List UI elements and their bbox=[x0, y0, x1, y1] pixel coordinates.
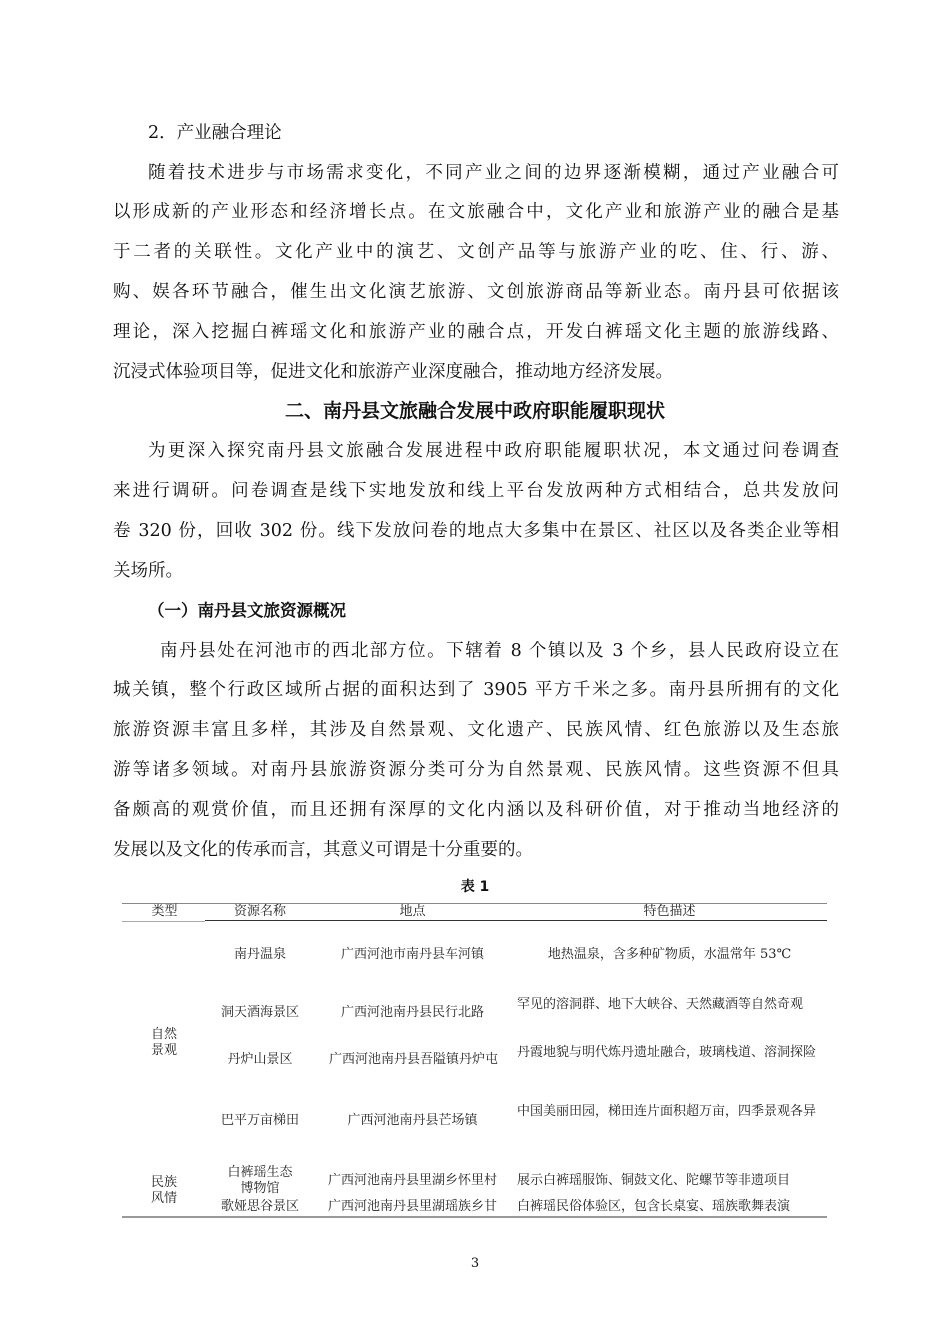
cell-location: 广西河池市南丹县车河镇 bbox=[340, 947, 484, 962]
table-caption: 表 1 bbox=[460, 879, 490, 895]
cell-location: 广西河池南丹县芒场镇 bbox=[347, 1113, 478, 1128]
paragraph-line: 备颇高的观赏价值，而且还拥有深厚的文化内涵以及科研价值，对于推动当地经济的 bbox=[113, 800, 839, 820]
column-header-name: 资源名称 bbox=[233, 904, 286, 919]
cell-location: 广西河池南丹县吾隘镇丹炉屯 bbox=[328, 1052, 498, 1067]
table-header-rule-left bbox=[122, 921, 205, 922]
paragraph-line: 旅游资源丰富且多样，其涉及自然景观、文化遗产、民族风情、红色旅游以及生态旅 bbox=[113, 720, 839, 740]
paragraph-line: 为更深入探究南丹县文旅融合发展进程中政府职能履职状况，本文通过问卷调查 bbox=[148, 441, 839, 461]
subsection-heading-resources: （一）南丹县文旅资源概况 bbox=[148, 601, 346, 620]
cell-name: 丹炉山景区 bbox=[227, 1052, 293, 1067]
cell-description: 丹霞地貌与明代炼丹遗址融合，玻璃栈道、溶洞探险 bbox=[517, 1045, 817, 1060]
cell-location: 广西河池南丹县里湖乡怀里村 bbox=[327, 1173, 497, 1188]
subsection-heading-industry-fusion: 2．产业融合理论 bbox=[148, 123, 282, 143]
cell-name: 洞天酒海景区 bbox=[220, 1005, 299, 1020]
cell-description: 展示白裤瑶服饰、铜鼓文化、陀螺节等非遗项目 bbox=[517, 1173, 791, 1188]
cell-name-line: 白裤瑶生态 bbox=[227, 1165, 293, 1180]
column-header-description: 特色描述 bbox=[643, 904, 696, 919]
column-header-location: 地点 bbox=[399, 904, 426, 919]
cell-description: 罕见的溶洞群、地下大峡谷、天然藏酒等自然奇观 bbox=[517, 997, 804, 1012]
paragraph-line: 游等诸多领域。对南丹县旅游资源分类可分为自然景观、民族风情。这些资源不但具 bbox=[113, 760, 839, 780]
table-bottom-rule bbox=[122, 1216, 827, 1218]
cell-name-line: 博物馆 bbox=[240, 1181, 280, 1196]
cell-description: 地热温泉，含多种矿物质，水温常年 53℃ bbox=[547, 947, 792, 962]
type-cell-ethnic bbox=[151, 1175, 177, 1207]
cell-name bbox=[205, 1165, 315, 1197]
paragraph-line: 卷 320 份，回收 302 份。线下发放问卷的地点大多集中在景区、社区以及各类企业等相 bbox=[113, 521, 839, 541]
paragraph-line: 随着技术进步与市场需求变化，不同产业之间的边界逐渐模糊，通过产业融合可 bbox=[148, 163, 839, 183]
paragraph-line: 来进行调研。问卷调查是线下实地发放和线上平台发放两种方式相结合，总共发放问 bbox=[113, 481, 839, 501]
paragraph-line: 南丹县处在河池市的西北部方位。下辖着 8 个镇以及 3 个乡，县人民政府设立在 bbox=[160, 641, 839, 661]
cell-name: 歌娅思谷景区 bbox=[220, 1199, 299, 1214]
type-cell-natural bbox=[151, 1027, 177, 1059]
paragraph-line: 理论，深入挖掘白裤瑶文化和旅游产业的融合点，开发白裤瑶文化主题的旅游线路、 bbox=[113, 322, 839, 342]
paragraph-line: 购、娱各环节融合，催生出文化演艺旅游、文创旅游商品等新业态。南丹县可依据该 bbox=[113, 282, 839, 302]
type-label-line: 民族 bbox=[151, 1175, 178, 1190]
paragraph-line: 以形成新的产业形态和经济增长点。在文旅融合中，文化产业和旅游产业的融合是基 bbox=[113, 202, 839, 222]
paragraph-line: 沉浸式体验项目等，促进文化和旅游产业深度融合，推动地方经济发展。 bbox=[113, 362, 673, 382]
chapter-heading: 二、南丹县文旅融合发展中政府职能履职现状 bbox=[284, 400, 665, 422]
cell-description: 白裤瑶民俗体验区，包含长桌宴、瑶族歌舞表演 bbox=[517, 1199, 791, 1214]
paragraph-line: 关场所。 bbox=[113, 561, 183, 581]
type-label-line: 景观 bbox=[151, 1043, 178, 1058]
paragraph-line: 城关镇，整个行政区域所占据的面积达到了 3905 平方千米之多。南丹县所拥有的文化 bbox=[113, 680, 839, 700]
cell-name: 巴平万亩梯田 bbox=[220, 1113, 299, 1128]
cell-location: 广西河池南丹县民行北路 bbox=[340, 1005, 484, 1020]
cell-location: 广西河池南丹县里湖瑶族乡甘 bbox=[327, 1199, 497, 1214]
type-label-line: 自然 bbox=[151, 1027, 178, 1042]
column-header-type: 类型 bbox=[151, 904, 178, 919]
paragraph-line: 于二者的关联性。文化产业中的演艺、文创产品等与旅游产业的吃、住、行、游、 bbox=[113, 242, 839, 262]
table-header-rule bbox=[205, 920, 827, 921]
cell-name: 南丹温泉 bbox=[233, 947, 286, 962]
cell-description: 中国美丽田园，梯田连片面积超万亩，四季景观各异 bbox=[517, 1104, 817, 1119]
page-number: 3 bbox=[470, 1256, 480, 1271]
paragraph-line: 发展以及文化的传承而言，其意义可谓是十分重要的。 bbox=[113, 840, 533, 860]
type-label-line: 风情 bbox=[151, 1191, 178, 1206]
